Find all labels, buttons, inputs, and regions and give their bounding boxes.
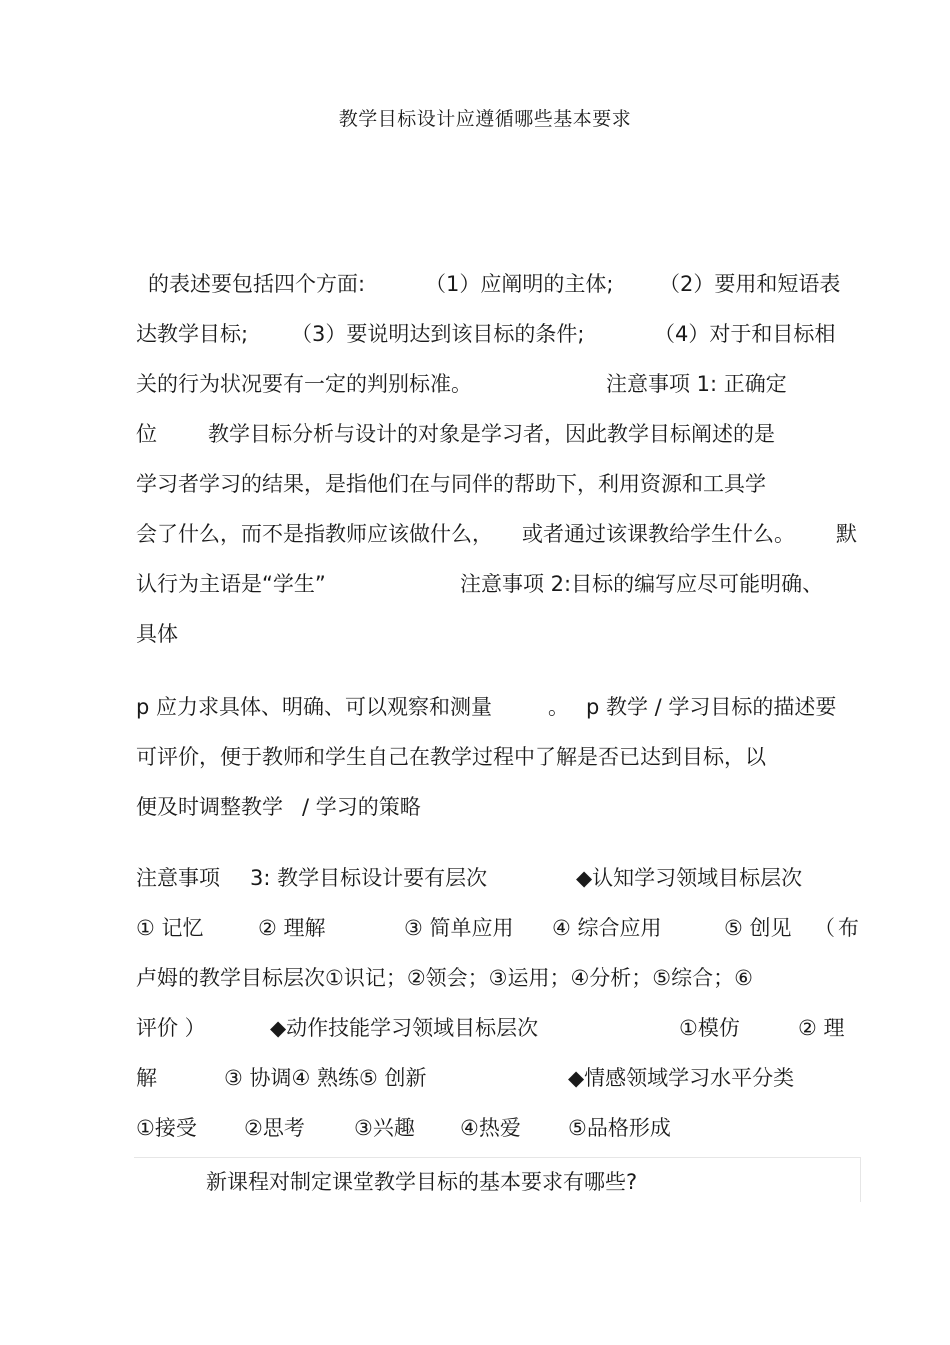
page-title: 教学目标设计应遵循哪些基本要求	[338, 108, 632, 130]
text-segment: ② 理解	[258, 916, 326, 940]
text-segment: ⑤品格形成	[568, 1116, 671, 1140]
text-segment: （3）要说明达到该目标的条件;	[291, 322, 585, 346]
text-segment: ① 记忆	[136, 916, 204, 940]
text-segment: ② 理	[798, 1016, 845, 1040]
text-segment: 注意事项 2:目标的编写应尽可能明确、	[460, 572, 824, 596]
question-heading: 新课程对制定课堂教学目标的基本要求有哪些?	[206, 1170, 638, 1194]
text-segment: ⑤ 创见	[724, 916, 792, 940]
text-segment: （	[814, 916, 835, 940]
text-segment: 布	[838, 916, 859, 940]
text-segment: 具体	[136, 622, 178, 646]
text-segment: ④ 综合应用	[552, 916, 662, 940]
text-segment: 默	[836, 522, 857, 546]
text-segment: 评价 ）	[136, 1016, 206, 1040]
text-segment: 便及时调整教学	[136, 795, 283, 819]
text-segment: 卢姆的教学目标层次①识记；②领会；③运用；④分析；⑤综合；⑥	[136, 966, 753, 990]
text-segment: p 教学 / 学习目标的描述要	[586, 695, 837, 719]
text-segment: 会了什么，而不是指教师应该做什么，	[136, 522, 493, 546]
text-segment: ◆认知学习领域目标层次	[576, 866, 803, 890]
text-segment: 教学目标分析与设计的对象是学习者，因此教学目标阐述的是	[208, 422, 775, 446]
text-segment: ④热爱	[460, 1116, 521, 1140]
text-segment: 可评价，便于教师和学生自己在教学过程中了解是否已达到目标，以	[136, 745, 766, 769]
text-segment: （4）对于和目标相	[654, 322, 836, 346]
text-segment: ①模仿	[679, 1016, 740, 1040]
text-segment: ◆情感领域学习水平分类	[568, 1066, 795, 1090]
text-segment: 的表述要包括四个方面:	[148, 272, 366, 296]
text-segment: 达教学目标;	[136, 322, 249, 346]
text-segment: 认行为主语是“学生”	[136, 572, 326, 596]
text-segment: ③ 协调④ 熟练⑤ 创新	[224, 1066, 427, 1090]
text-segment: 关的行为状况要有一定的判别标准。	[136, 372, 472, 396]
text-segment: ◆动作技能学习领域目标层次	[270, 1016, 539, 1040]
text-segment: 。	[548, 695, 569, 719]
text-segment: ③兴趣	[354, 1116, 415, 1140]
text-segment: 3: 教学目标设计要有层次	[250, 866, 488, 890]
text-segment: p 应力求具体、明确、可以观察和测量	[136, 695, 493, 719]
text-segment: / 学习的策略	[302, 795, 421, 819]
text-segment: 或者通过该课教给学生什么。	[522, 522, 795, 546]
text-segment: ③ 简单应用	[404, 916, 514, 940]
text-segment: （2）要用和短语表	[659, 272, 841, 296]
text-segment: 解	[136, 1066, 157, 1090]
text-segment: 注意事项	[136, 866, 220, 890]
text-segment: 位	[136, 422, 157, 446]
text-segment: （1）应阐明的主体;	[425, 272, 614, 296]
text-segment: ①接受	[136, 1116, 197, 1140]
text-segment: ②思考	[244, 1116, 305, 1140]
text-segment: 注意事项 1: 正确定	[606, 372, 787, 396]
text-segment: 学习者学习的结果，是指他们在与同伴的帮助下，利用资源和工具学	[136, 472, 766, 496]
